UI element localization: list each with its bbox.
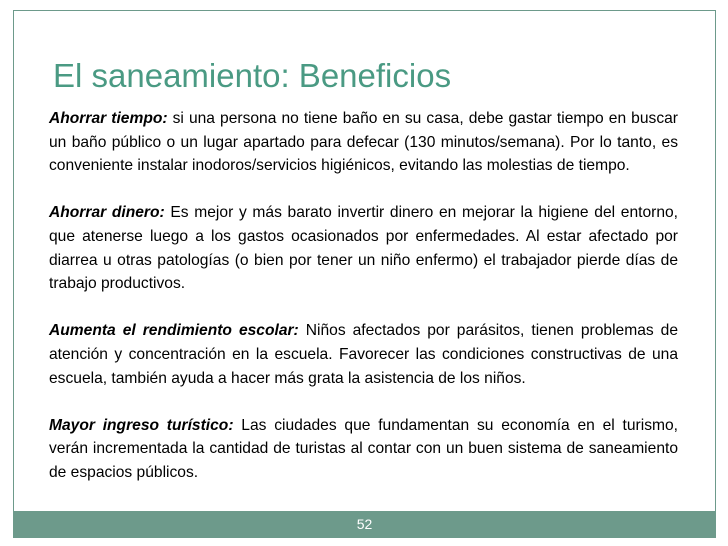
footer-bar xyxy=(13,511,716,538)
benefit-term: Ahorrar dinero: xyxy=(49,204,165,222)
benefit-paragraph-tourism xyxy=(49,414,678,485)
benefit-paragraph-school xyxy=(49,319,678,390)
slide-title: El saneamiento: Beneficios xyxy=(53,57,452,94)
benefit-text: Niños afectados por parásitos, tienen problemas de atención y concentración en la escuela. Favorecer las condiciones constructivas de una escuela, también ayuda a hacer más grata la asistencia de los niños. xyxy=(49,322,679,387)
benefit-term: Mayor ingreso turístico: xyxy=(49,416,234,434)
benefit-paragraph-money xyxy=(49,201,678,295)
benefit-term: Ahorrar tiempo: xyxy=(49,110,168,127)
slide-body xyxy=(49,107,678,485)
benefit-text: Es mejor y más barato invertir dinero en mejorar la higiene del entorno, que atenerse luego a los gastos ocasionados por enfermedades. Al estar afectado por diarrea u otras patologías (o bien por tener un niño enfermo) el trabajador pierde días de trabajo productivos. xyxy=(49,204,678,293)
benefit-text: Las ciudades que fundamentan su economía en el turismo, verán incrementada la cantidad de turistas al contar con un buen sistema de saneamiento de espacios públicos. xyxy=(49,416,678,481)
benefit-term: Aumenta el rendimiento escolar: xyxy=(49,322,299,340)
benefit-text: si una persona no tiene baño en su casa, debe gastar tiempo en buscar un baño público o un lugar apartado para defecar (130 minutos/semana). Por lo tanto, es conveniente instalar inodoros/servicios higiénicos, evitando las molestias de tiempo. xyxy=(49,110,678,175)
benefit-paragraph-time xyxy=(49,107,678,178)
page-number: 52 xyxy=(356,516,373,532)
